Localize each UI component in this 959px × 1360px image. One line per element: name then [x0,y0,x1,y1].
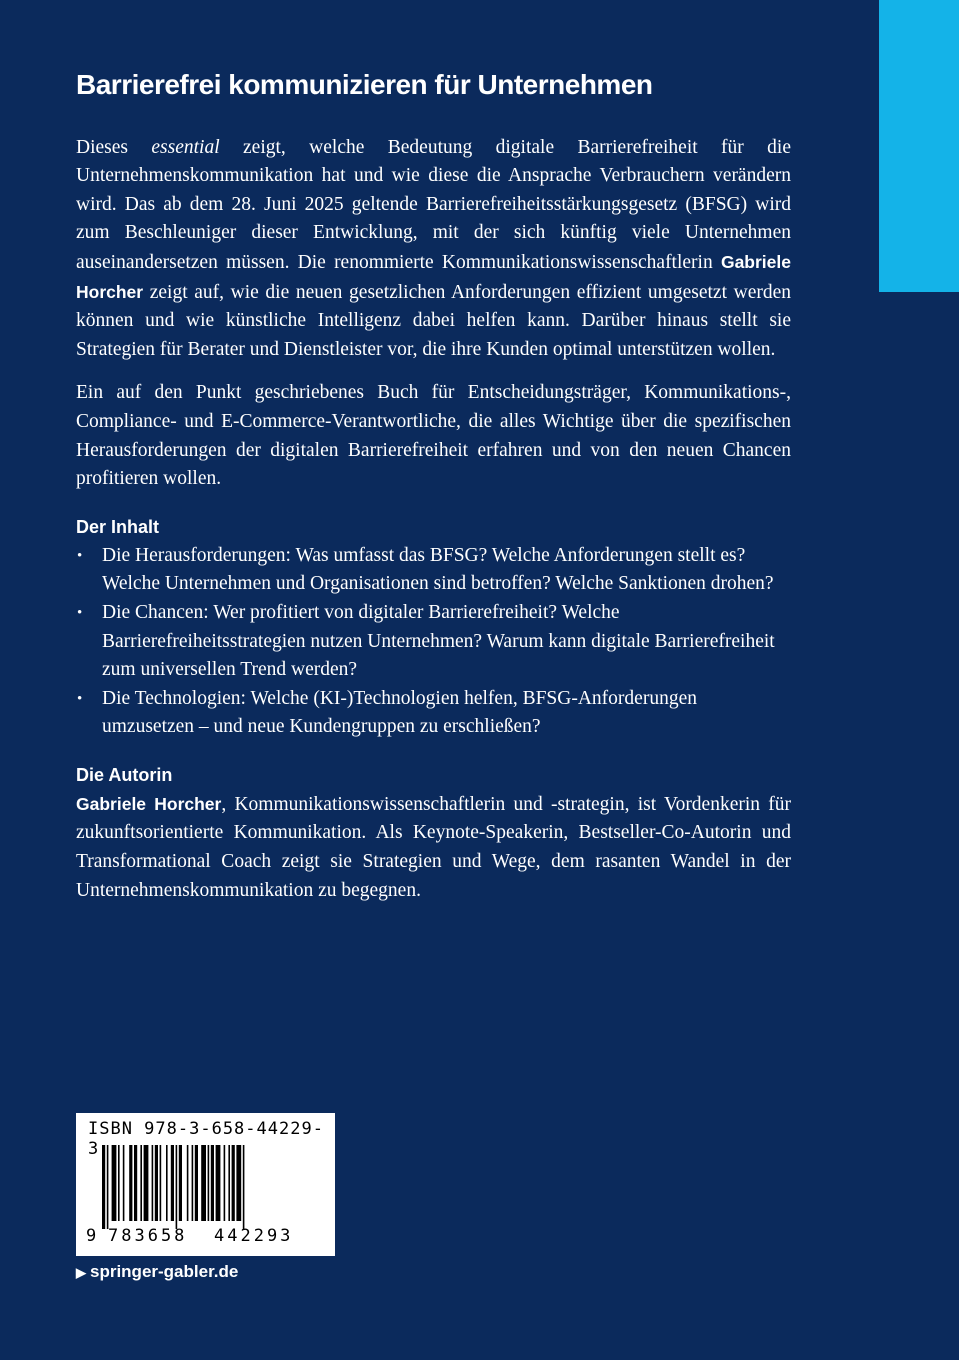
barcode-bar [192,1145,194,1221]
barcode-bar [232,1145,235,1221]
barcode-bar [187,1145,189,1221]
barcode-bar [224,1145,226,1221]
contents-heading: Der Inhalt [76,516,160,537]
barcode-left-digits: 783658 [108,1226,188,1246]
barcode-bar [216,1145,221,1221]
publisher-url: springer-gabler.de [90,1262,239,1281]
author-name-inline: Gabriele Horcher [76,251,791,302]
barcode-bar [243,1145,245,1229]
barcode-bar [155,1145,158,1221]
barcode-bar [129,1145,132,1221]
barcode-bars [102,1145,310,1229]
barcode-bar [152,1145,154,1221]
list-item: • Die Technologien: Welche (KI-)Technologien helfen, BFSG-Anforderungen umzusetzen – und neue Kundengruppen zu erschließen? [76,685,791,742]
essential-term: essential [151,136,220,158]
list-item: • Die Herausforderungen: Was umfasst das BFSG? Welche Anforderungen stellt es? Welche Unternehmen und Organisationen sind betroffen? Welche Sanktionen drohen? [76,542,791,599]
intro-paragraph-1: Dieses essential zeigt, welche Bedeutung digitale Barrierefreiheit für die Unternehmenskommunikation hat und wie diese die Ansprache Verbrauchern verändern wird. Das ab dem 28. Juni 2025 geltende Barrierefreiheitsstärkungsgesetz (BFSG) wird zum Beschleuniger dieser Entwicklung, mit der sich künftig viele Unternehmen auseinandersetzen müssen. Die renommierte Kommunikationswissenschaftlerin Gabriele Horcher zeigt auf, wie die neuen gesetzlichen Anforderungen effizient umgesetzt werden können und wie künstliche Intelligenz dabei helfen kann. Darüber hinaus stellt sie Strategien für Berater und Dienstleister vor, die ihre Kunden optimal unterstützen wollen. [76,136,791,360]
barcode-bar [228,1145,230,1221]
barcode-bar [195,1145,198,1221]
barcode-bar [140,1145,142,1221]
barcode-bar [208,1145,210,1221]
triangle-right-icon: ▶ [76,1265,86,1280]
barcode-bar [201,1145,206,1221]
barcode-bar [171,1145,174,1221]
barcode-bar [144,1145,149,1221]
barcode-bar [211,1145,214,1221]
barcode-bar [160,1145,162,1221]
barcode-first-digit: 9 [86,1226,97,1246]
book-title: Barrierefrei kommunizieren für Unternehmen [76,69,653,100]
barcode-bar [123,1145,125,1221]
contents-list [76,542,791,742]
author-name: Gabriele Horcher [76,793,222,814]
barcode-right-digits: 442293 [214,1226,294,1246]
isbn-label: ISBN 978-3-658-44229-3 [88,1119,324,1159]
barcode-bar [112,1145,117,1221]
isbn-barcode [76,1113,335,1256]
author-heading: Die Autorin [76,764,173,785]
barcode-bar [134,1145,137,1221]
barcode-bar [107,1145,109,1229]
barcode-bar [166,1145,168,1221]
barcode-bar [102,1145,105,1229]
barcode-bar [236,1145,241,1221]
barcode-bar [176,1145,178,1229]
publisher-link[interactable] [76,1262,238,1282]
barcode-bar [118,1145,120,1221]
author-bio: Gabriele Horcher, Kommunikationswissenschaftlerin und -strategin, ist Vordenkerin für zukunftsorientierte Kommunikation. Als Keynote-Speakerin, Bestseller-Co-Autorin und Transformational Coach zeigt sie Strategien und Wege, dem rasanten Wandel in der Unternehmenskommunikation zu begegnen. [76,793,791,901]
list-item: • Die Chancen: Wer profitiert von digitaler Barrierefreiheit? Welche Barrierefreiheitsstrategien nutzen Unternehmen? Warum kann digitale Barrierefreiheit zum universellen Trend werden? [76,599,791,685]
intro-paragraph-2: Ein auf den Punkt geschriebenes Buch für Entscheidungsträger, Kommunikations-, Compliance- und E-Commerce-Verantwortliche, die alles Wichtige über die spezifischen Herausforderungen der digitalen Barrierefreiheit erfahren und von den neuen Chancen profitieren wollen. [76,382,791,490]
accent-bar [879,0,959,292]
cover-text [76,68,791,920]
barcode-bar [179,1145,182,1221]
